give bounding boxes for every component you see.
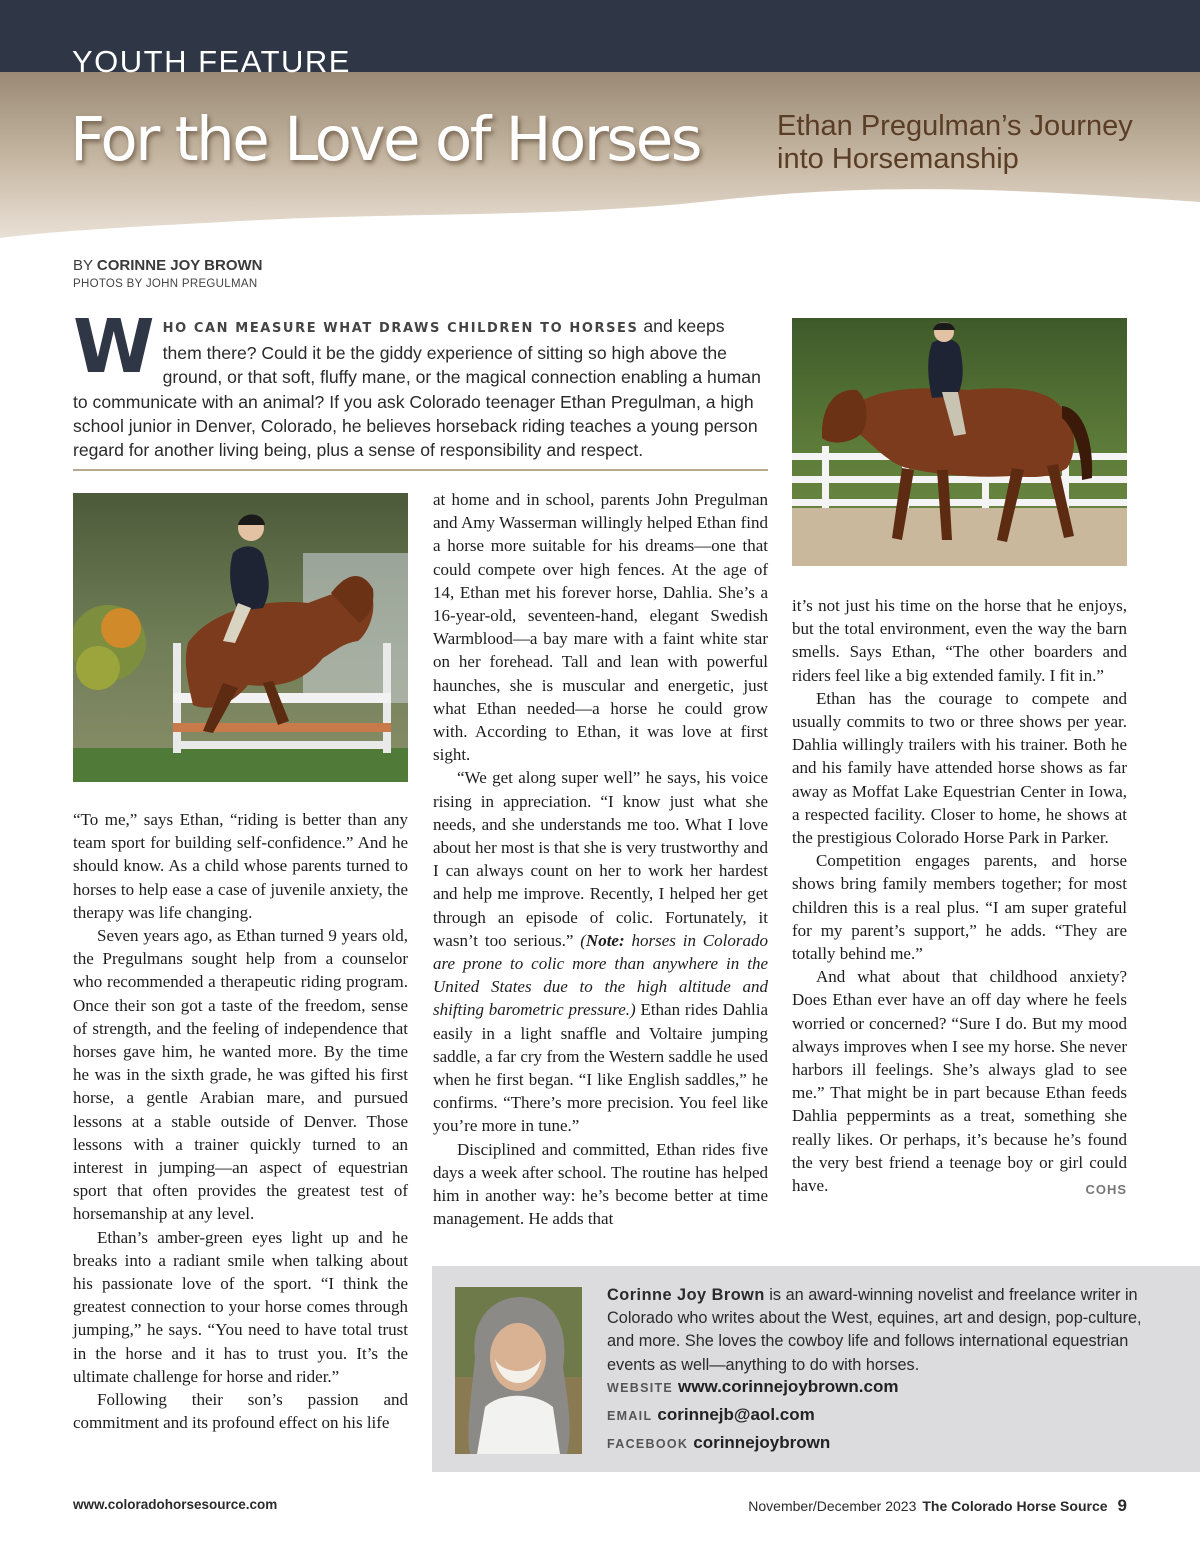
byline bbox=[73, 257, 263, 274]
section-kicker: YOUTH FEATURE bbox=[72, 44, 351, 79]
paragraph: Seven years ago, as Ethan turned 9 years old, the Pregulmans sought help from a counselor who recommended a therapeutic riding program. Once their son got a taste of the freedom, sense of strength, and the feeling of independence that horses gave him, he wanted more. By the time he was in the sixth grade, he was gifted his first horse, a gentle Arabian mare, and pursued lessons at a stable outside of Denver. Those lessons with a trainer quickly turned to an interest in jumping—an aspect of equestrian sport that often provides the greatest test of horsemanship at any level. bbox=[73, 926, 408, 1224]
author-bio-text: is an award-winning novelist and freelance writer in Colorado who writes about the West, equines, art and design, pop-culture, and more. She loves the cowboy life and follows international equestrian events as well—anything to do with horses. bbox=[607, 1286, 1142, 1374]
author-website bbox=[607, 1377, 898, 1397]
editor-note-text: horses in Colorado are prone to colic more than anywhere in the United States due to the high altitude and shifting barometric pressure.) bbox=[433, 930, 768, 1020]
facebook-label: FACEBOOK bbox=[607, 1437, 689, 1451]
author-headshot bbox=[455, 1287, 582, 1454]
footer-issue: November/December 2023 bbox=[748, 1498, 917, 1514]
footer-issue-info bbox=[748, 1496, 1127, 1516]
end-mark: COHS bbox=[1085, 1182, 1127, 1198]
facebook-link[interactable]: corinnejoybrown bbox=[693, 1433, 831, 1452]
photo-riding-flat bbox=[792, 318, 1127, 566]
paragraph: Ethan’s amber-green eyes light up and he breaks into a radiant smile when talking about his passionate love of the sport. “I think the greatest connection to your horse comes through jumping,” he says. “You need to have total trust in the horse and it has to trust you. It’s the ultimate challenge for horse and rider.” bbox=[73, 1227, 408, 1386]
paragraph bbox=[433, 766, 768, 1137]
website-link[interactable]: www.corinnejoybrown.com bbox=[678, 1377, 899, 1396]
paragraph: “To me,” says Ethan, “riding is better than any team sport for building self-confidence.” And he should know. As a child whose parents turned to horses to help ease a case of juvenile anxiety, the therapy was life changing. bbox=[73, 810, 408, 922]
paragraph: Ethan has the courage to compete and usually commits to two or three shows per year. Dahlia willingly trailers with his trainer. Both he and his family have attended horse shows as far away as Moffat Lake Equestrian Center in Iowa, a respected facility. Closer to home, he shows at the prestigious Colorado Horse Park in Parker. bbox=[792, 688, 1127, 848]
paragraph: at home and in school, parents John Pregulman and Amy Wasserman willingly helped Ethan find a horse more suitable for his dreams—one that could compete over high fences. At the age of 14, Ethan met his forever horse, Dahlia. She’s a 16-year-old, seventeen-hand, elegant Swedish Warmblood—a bay mare with a faint white star on her forehead. Tall and lean with powerful haunches, she is muscular and energetic, just what Ethan needed—a horse he could grow with. According to Ethan, it was love at first sight. bbox=[433, 490, 768, 765]
body-column-3 bbox=[792, 594, 1127, 1201]
website-label: WEBSITE bbox=[607, 1381, 674, 1395]
page-number: 9 bbox=[1117, 1496, 1127, 1515]
article-title: For the Love of Horses bbox=[70, 104, 700, 175]
footer-url[interactable]: www.coloradohorsesource.com bbox=[73, 1497, 278, 1512]
author-bio-name: Corinne Joy Brown bbox=[607, 1286, 765, 1304]
author-bio bbox=[607, 1284, 1167, 1377]
paragraph: Disciplined and committed, Ethan rides five days a week after school. The routine has helped him in another way: he’s become better at time management. He adds that bbox=[433, 1139, 768, 1229]
quote-text: “We get along super well” he says, his voice rising in appreciation. “I know just what she needs, and she understands me too. What I love about her most is that she is very trustworthy and I can always count on her to work her hardest and help me improve. Recently, I helped her get through an episode of colic. Fortunately, it wasn’t too serious.” bbox=[433, 768, 768, 950]
article-subtitle: Ethan Pregulman’s Journey into Horsemanship bbox=[777, 110, 1133, 175]
intro-divider bbox=[73, 469, 768, 471]
paragraph bbox=[792, 965, 1127, 1197]
author-email bbox=[607, 1405, 815, 1425]
paragraph-text: And what about that childhood anxiety? Does Ethan ever have an off day where he feels worried or concerned? “Sure I do. But my mood always improves when I see my horse. She never harbors ill feelings. She’s always glad to see me.” That might be in part because Ethan feeds Dahlia peppermints as a treat, something she really likes. Or perhaps, it’s because he’s found the very best friend a teenage boy or girl could have. bbox=[792, 967, 1127, 1196]
author-facebook bbox=[607, 1433, 830, 1453]
body-column-2 bbox=[433, 488, 768, 1231]
intro-text: and keeps them there? Could it be the giddy experience of sitting so high above the ground, or that soft, fluffy mane, or the magical connection enabling a human to communicate with an animal? If you ask Colorado teenager Ethan Pregulman, a high school junior in Denver, Colorado, he believes horseback riding teaches a young person regard for another living being, plus a sense of responsibility and respect. bbox=[73, 316, 761, 461]
photo-jumping bbox=[73, 493, 408, 782]
drop-cap: W bbox=[73, 304, 155, 390]
byline-author: CORINNE JOY BROWN bbox=[96, 257, 263, 274]
paragraph: Competition engages parents, and horse shows bring family members together; for most children this is a real plus. “I am super grateful for my parent’s support,” he adds. “They are totally behind me.” bbox=[792, 851, 1127, 964]
paragraph: Following their son’s passion and commitment and its profound effect on his life bbox=[73, 1390, 408, 1433]
editor-note-label: Note: bbox=[585, 930, 625, 950]
email-label: EMAIL bbox=[607, 1409, 653, 1423]
paragraph-continuation: Ethan rides Dahlia easily in a light snaffle and Voltaire jumping saddle, a far cry from the Western saddle he used when he first began. “I like English saddles,” he confirms. “There’s more precision. You feel like you’re more in tune.” bbox=[433, 1000, 768, 1136]
body-column-1 bbox=[73, 808, 408, 1434]
footer-publication: The Colorado Horse Source bbox=[922, 1498, 1108, 1514]
byline-prefix: BY bbox=[73, 257, 93, 274]
photo-credit: PHOTOS BY JOHN PREGULMAN bbox=[73, 278, 258, 290]
intro-leadin: HO CAN MEASURE WHAT DRAWS CHILDREN TO HORSES bbox=[162, 321, 639, 336]
email-link[interactable]: corinnejb@aol.com bbox=[657, 1405, 815, 1424]
intro-paragraph bbox=[73, 304, 768, 462]
paragraph: it’s not just his time on the horse that he enjoys, but the total environment, even the way the barn smells. Says Ethan, “The other boarders and riders feel like a big extended family. I fit in.” bbox=[792, 596, 1127, 685]
editor-note-open: ( bbox=[580, 930, 586, 950]
